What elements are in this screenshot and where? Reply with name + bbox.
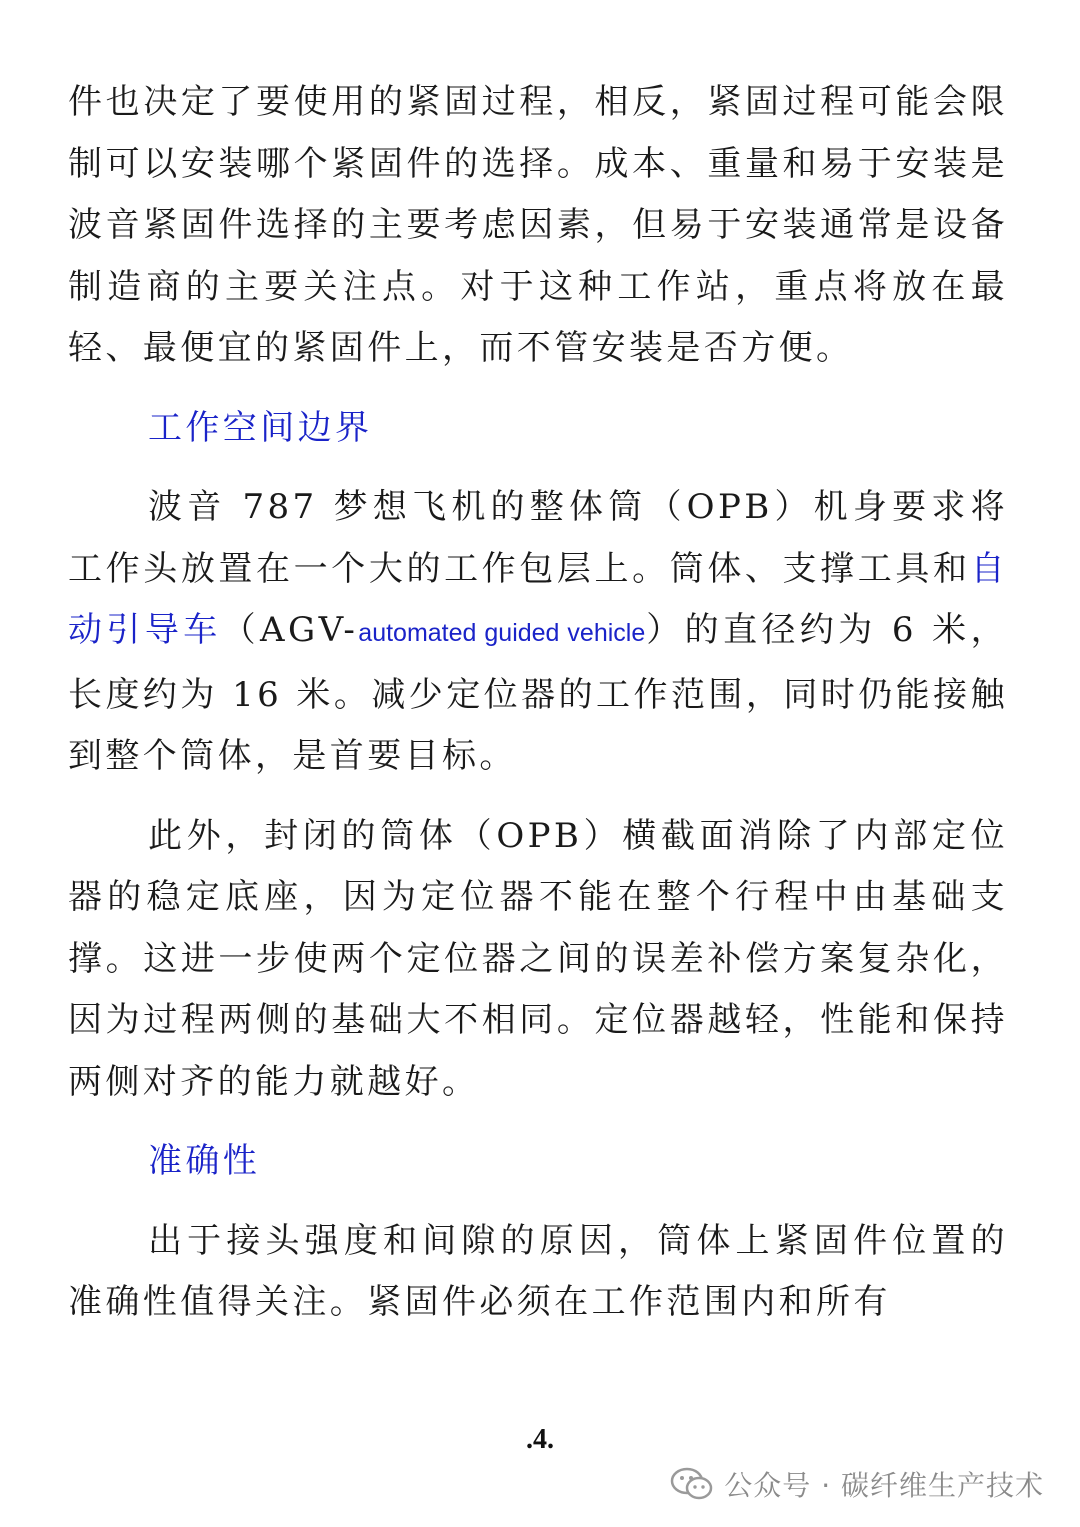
paragraph-text: （AGV- — [221, 610, 359, 650]
spacer — [68, 459, 1008, 477]
agv-english-term: automated guided vehicle — [358, 619, 646, 647]
watermark-text: 公众号 · 碳纤维生产技术 — [724, 1469, 1044, 1502]
spacer — [68, 380, 1008, 398]
spacer — [68, 788, 1008, 806]
document-page — [68, 72, 1008, 1334]
paragraph-workspace — [68, 477, 1008, 788]
paragraph-text: 波音 787 梦想飞机的整体筒（OPB）机身要求将工作头放置在一个大的工作包层上。筒体、支撑工具和 — [68, 487, 1008, 589]
paragraph-intro: 件也决定了要使用的紧固过程，相反，紧固过程可能会限制可以安装哪个紧固件的选择。成本、重量和易于安装是波音紧固件选择的主要考虑因素，但易于安装通常是设备制造商的主要关注点。对于这种工作站，重点将放在最轻、最便宜的紧固件上，而不管安装是否方便。 — [68, 82, 1008, 368]
page-number: .4. — [526, 1424, 554, 1455]
paragraph-accuracy: 出于接头强度和间隙的原因，筒体上紧固件位置的准确性值得关注。紧固件必须在工作范围内和所有 — [68, 1220, 1008, 1322]
paragraph-text: ）的直径约为 6 米，长度约为 16 米。减少定位器的工作范围，同时仍能接触到整个筒体，是首要目标。 — [68, 610, 1008, 776]
spacer — [68, 1193, 1008, 1211]
spacer — [68, 1113, 1008, 1131]
agv-link[interactable]: 自动引导车 — [68, 548, 1008, 650]
wechat-watermark — [670, 1460, 1044, 1508]
wechat-icon — [670, 1466, 714, 1502]
section-heading-workspace: 工作空间边界 — [148, 407, 373, 448]
section-heading-accuracy: 准确性 — [148, 1141, 261, 1181]
paragraph-positioner: 此外，封闭的筒体（OPB）横截面消除了内部定位器的稳定底座，因为定位器不能在整个行程中由基础支撑。这进一步使两个定位器之间的误差补偿方案复杂化，因为过程两侧的基础大不相同。定位器越轻，性能和保持两侧对齐的能力就越好。 — [68, 815, 1008, 1102]
